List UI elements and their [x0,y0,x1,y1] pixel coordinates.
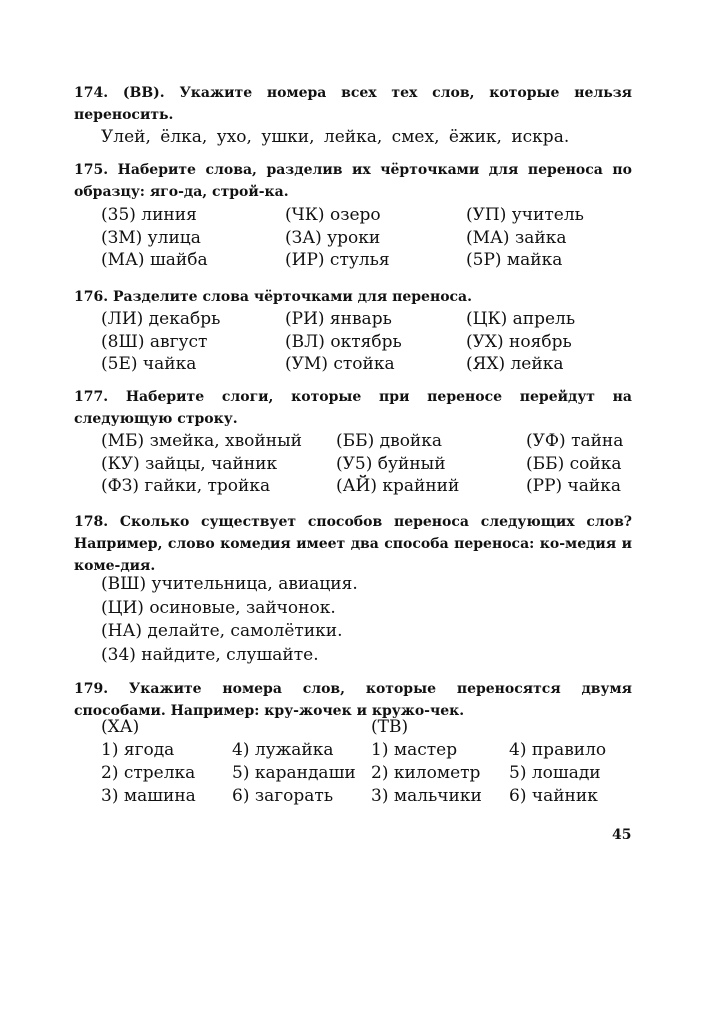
word-item: (ЗА) уроки [285,227,381,248]
word-item: (УМ) стойка [285,354,395,374]
word-item: (35) линия [101,205,197,225]
word-line: (ЦИ) осиновые, зайчонок. [101,597,336,618]
word-item: 4) правило [509,740,607,760]
task-number: 174. [74,85,109,101]
task-text: Укажите номера слов, которые переносятся двумя способами. Например: кру-жочек и кружо-чек. [74,681,632,719]
task-number: 179. [74,681,109,697]
task-174-heading [74,82,632,126]
task-176-heading [74,286,632,308]
word-item: 5) лошади [509,763,601,783]
word-item: 4) лужайка [232,740,334,760]
word-item: (5Е) чайка [101,354,197,374]
task-text: Наберите слова, разделив их чёрточками для переноса по образцу: яго-да, строй-ка. [74,162,632,200]
task-178-heading [74,511,632,577]
word-item: 1) мастер [371,740,458,760]
task-number: 178. [74,514,109,530]
word-item: (МА) зайка [466,227,567,248]
task-179-heading [74,678,632,722]
word-item: (УХ) ноябрь [466,331,572,352]
task-text: Наберите слоги, которые при переносе перейдут на следующую строку. [74,389,632,427]
answer-code-left: (ХА) [101,717,140,737]
answer-code-right: (ТВ) [371,717,409,737]
word-item: 2) стрелка [101,763,196,783]
task-174-words: Улей, ёлка, ухо, ушки, лейка, смех, ёжик, искра. [101,127,570,147]
word-item: 3) машина [101,786,196,806]
task-text: (ВВ). Укажите номера всех тех слов, которые нельзя переносить. [74,85,632,123]
word-item: (ББ) двойка [336,431,443,451]
word-line: (НА) делайте, самолётики. [101,621,343,641]
word-item: 5) карандаши [232,763,356,783]
word-item: 6) чайник [509,786,598,806]
word-item: (ББ) сойка [526,453,622,474]
word-item: (ЛИ) декабрь [101,309,221,329]
task-175-heading [74,159,632,203]
task-number: 177. [74,389,109,405]
word-item: (КУ) зайцы, чайник [101,453,278,474]
word-item: (ФЗ) гайки, тройка [101,476,271,496]
task-177-heading [74,386,632,430]
task-178-word-list [101,573,358,667]
word-item: (ЦК) апрель [466,309,576,329]
word-item: 2) километр [371,763,481,783]
word-item: (РР) чайка [526,476,622,496]
word-item: (У5) буйный [336,453,446,474]
word-line: (ВШ) учительница, авиация. [101,574,358,594]
word-item: (ЗМ) улица [101,227,201,248]
word-item: (8Ш) август [101,331,208,352]
word-item: (ВЛ) октябрь [285,331,402,352]
word-item: (АЙ) крайний [336,476,460,496]
word-item: (ЧК) озеро [285,205,381,225]
word-item: (МА) шайба [101,250,208,270]
word-item: (МБ) змейка, хвойный [101,431,302,451]
word-item: 6) загорать [232,786,334,806]
word-item: 3) мальчики [371,786,482,806]
task-number: 175. [74,162,109,178]
word-item: (ИР) стулья [285,250,390,270]
page-number: 45 [612,827,632,843]
word-item: (5Р) майка [466,250,563,270]
word-item: (РИ) январь [285,309,392,329]
word-item: 1) ягода [101,740,175,760]
word-line: (34) найдите, слушайте. [101,644,319,665]
word-item: (УФ) тайна [526,431,624,451]
task-text: Сколько существует способов переноса следующих слов? Например, слово комедия имеет два способа переноса: ко-медия и коме-дия. [74,514,632,574]
word-item: (УП) учитель [466,205,584,225]
task-number: 176. [74,289,109,305]
word-item: (ЯХ) лейка [466,354,564,374]
task-text: Разделите слова чёрточками для переноса. [112,289,473,305]
